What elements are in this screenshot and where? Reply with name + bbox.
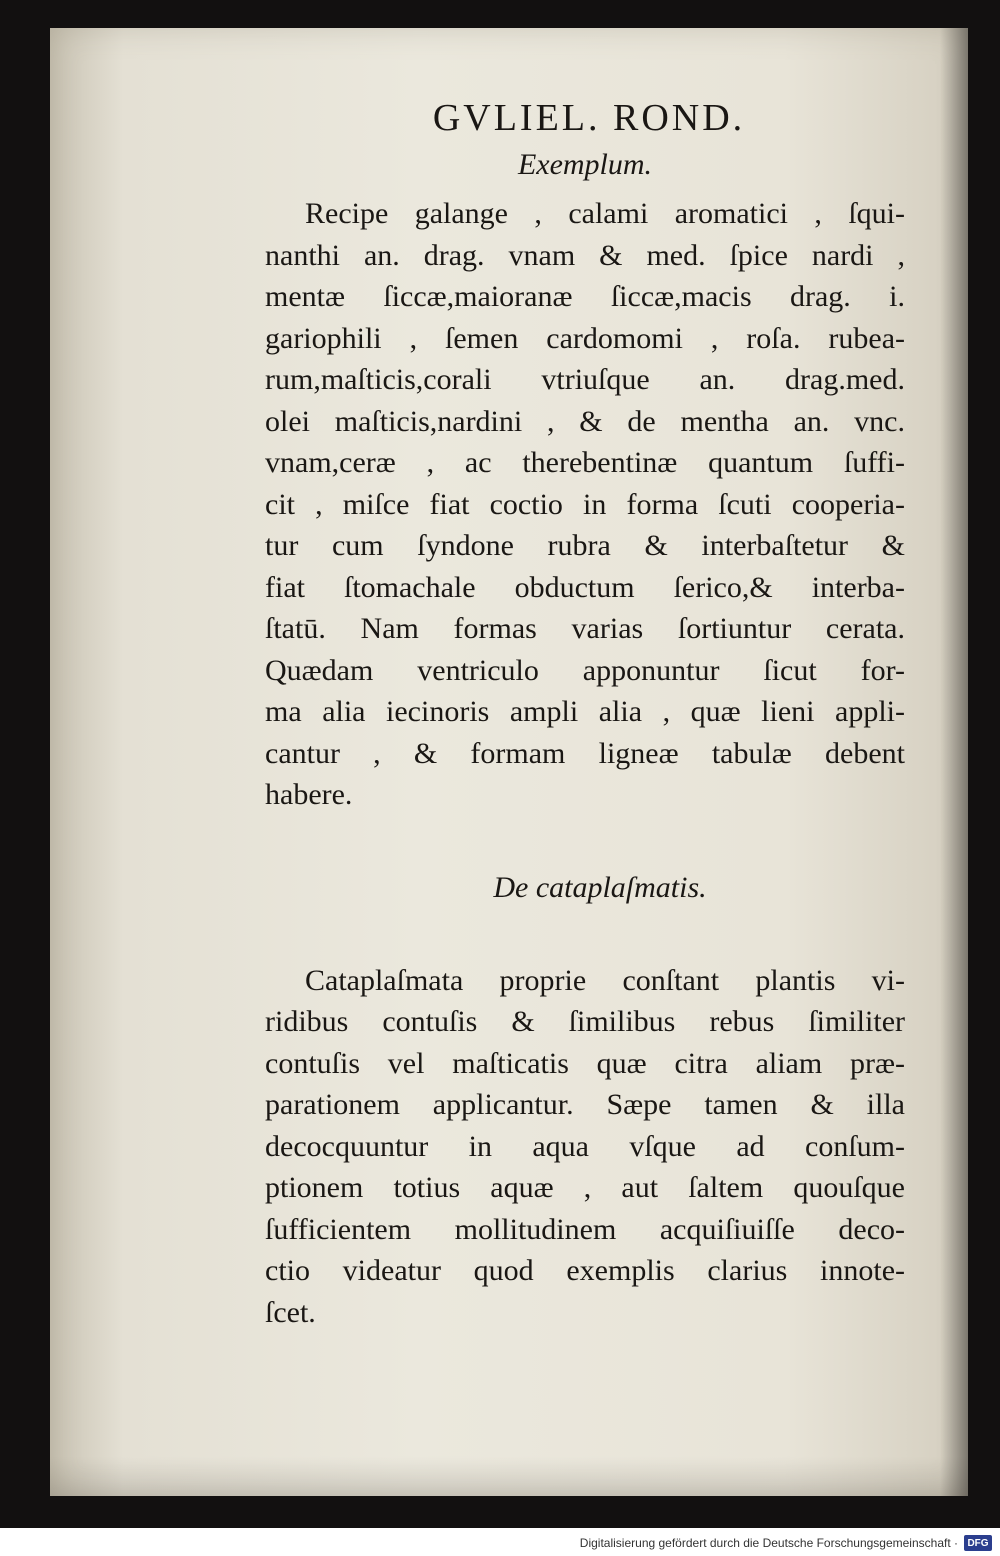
text-line: olei maſticis,nardini , & de mentha an. vnc.: [265, 404, 905, 438]
text-line: gariophili , ſemen cardomomi , roſa. rubea-: [265, 321, 905, 355]
text-line: vnam,ceræ , ac therebentinæ quantum ſuffi-: [265, 446, 905, 479]
text-line: decocquuntur in aqua vſque ad conſum-: [265, 1129, 905, 1163]
text-line: parationem applicantur. Sæpe tamen & illa: [265, 1088, 905, 1121]
subhead: Exemplum.: [517, 148, 653, 181]
text-line: contuſis vel maſticatis quæ citra aliam præ-: [265, 1046, 905, 1080]
text-block: [265, 95, 905, 1333]
paragraph-1: [265, 193, 905, 816]
text-line: ridibus contuſis & ſimilibus rebus ſimiliter: [265, 1005, 905, 1038]
digitization-footer: [0, 1528, 1000, 1556]
dfg-logo-icon: DFG: [964, 1535, 992, 1551]
paragraph-2: [265, 960, 905, 1334]
text-line: ctio videatur quod exemplis clarius innote-: [265, 1254, 905, 1287]
text-line: nanthi an. drag. vnam & med. ſpice nardi ,: [265, 238, 905, 272]
text-line: Quædam ventriculo apponuntur ſicut for-: [265, 653, 905, 687]
text-line: cit , miſce fiat coctio in forma ſcuti cooperia-: [265, 487, 905, 521]
text-line: cantur , & formam ligneæ tabulæ debent: [265, 736, 905, 770]
text-line: ſtatū. Nam formas varias ſortiuntur cerata.: [265, 612, 905, 645]
text-line: mentæ ſiccæ,maioranæ ſiccæ,macis drag. i.: [265, 280, 905, 313]
text-line: habere.: [265, 778, 353, 811]
funding-credit: Digitalisierung gefördert durch die Deutsche Forschungsgemeinschaft ·: [579, 1536, 958, 1550]
text-line: Recipe galange , calami aromatici , ſqui-: [305, 197, 905, 230]
running-head: GVLIEL. ROND.: [432, 97, 746, 139]
page-edge-shadow: [940, 28, 1000, 1496]
text-line: rum,maſticis,corali vtriuſque an. drag.med.: [265, 363, 905, 396]
text-line: fiat ſtomachale obductum ſerico,& interba-: [265, 570, 905, 604]
text-line: Cataplaſmata proprie conſtant plantis vi-: [305, 963, 905, 997]
section-title: De cataplaſmatis.: [493, 870, 707, 904]
text-line: ſufficientem mollitudinem acquiſiuiſſe deco-: [265, 1212, 905, 1246]
text-line: ſcet.: [265, 1295, 316, 1329]
text-line: ma alia iecinoris ampli alia , quæ lieni appli-: [265, 695, 905, 728]
text-line: tur cum ſyndone rubra & interbaſtetur &: [265, 529, 905, 562]
text-line: ptionem totius aquæ , aut ſaltem quouſque: [265, 1171, 905, 1204]
